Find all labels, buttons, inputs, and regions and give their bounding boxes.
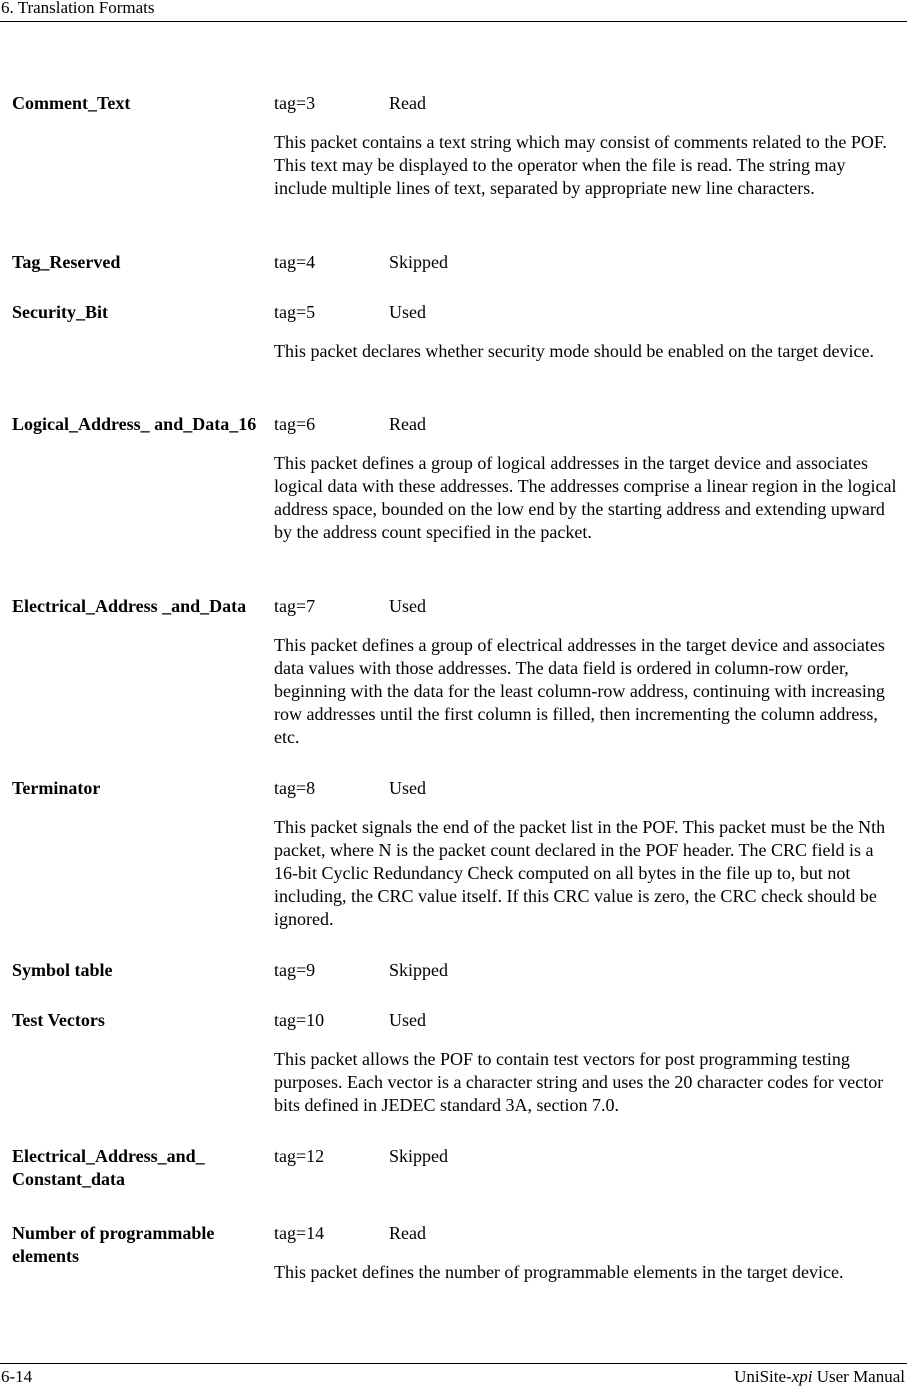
packet-name: Number of programmable elements bbox=[12, 1223, 215, 1266]
packet-tag: tag=12 bbox=[274, 1146, 325, 1166]
packet-name: Test Vectors bbox=[12, 1010, 105, 1030]
packet-status: Read bbox=[389, 1223, 426, 1243]
running-header: 6. Translation Formats bbox=[1, 0, 155, 17]
packet-tag: tag=14 bbox=[274, 1223, 325, 1243]
packet-name: Terminator bbox=[12, 778, 101, 798]
manual-title bbox=[734, 1367, 905, 1387]
packet-status: Read bbox=[389, 93, 426, 113]
manual-prefix: UniSite- bbox=[734, 1367, 792, 1386]
packet-tag: tag=9 bbox=[274, 960, 316, 980]
packet-tag: tag=3 bbox=[274, 93, 316, 113]
packet-name: Comment_Text bbox=[12, 93, 131, 113]
packet-status: Skipped bbox=[389, 252, 449, 272]
packet-name: Tag_Reserved bbox=[12, 252, 121, 272]
packet-status: Used bbox=[389, 596, 426, 616]
packet-description: This packet defines the number of programmable elements in the target device. bbox=[274, 1262, 844, 1282]
packet-status: Used bbox=[389, 302, 426, 322]
packet-description: This packet defines a group of logical addresses in the target device and associates logical data with these addresses. The addresses comprise a linear region in the logical address space, bounded on the low end by the starting address and extending upward by the address count specified in the packet. bbox=[274, 453, 897, 542]
page-number: 6-14 bbox=[1, 1367, 33, 1386]
packet-tag: tag=8 bbox=[274, 778, 316, 798]
packet-tag: tag=7 bbox=[274, 596, 316, 616]
manual-italic: xpi bbox=[791, 1367, 813, 1386]
packet-name: Electrical_Address _and_Data bbox=[12, 596, 247, 616]
packet-name: Logical_Address_ and_Data_16 bbox=[12, 414, 257, 434]
packet-status: Skipped bbox=[389, 1146, 449, 1166]
header-rule bbox=[0, 21, 907, 22]
packet-status: Used bbox=[389, 778, 426, 798]
packet-description: This packet contains a text string which may consist of comments related to the POF. This text may be displayed to the operator when the file is read. The string may include multiple lines of text, separated by appropriate new line characters. bbox=[274, 132, 887, 198]
packet-tag: tag=6 bbox=[274, 414, 316, 434]
packet-description: This packet declares whether security mode should be enabled on the target device. bbox=[274, 341, 874, 361]
packet-name: Symbol table bbox=[12, 960, 113, 980]
manual-suffix: User Manual bbox=[812, 1367, 905, 1386]
packet-tag: tag=10 bbox=[274, 1010, 325, 1030]
packet-name: Electrical_Address_and_ Constant_data bbox=[12, 1146, 205, 1189]
footer-rule bbox=[0, 1363, 907, 1364]
packet-description: This packet allows the POF to contain test vectors for post programming testing purposes. Each vector is a character string and uses the 20 character codes for vector bits defined in JEDEC standard 3A, section 7.0. bbox=[274, 1049, 884, 1115]
packet-name: Security_Bit bbox=[12, 302, 108, 322]
packet-status: Skipped bbox=[389, 960, 449, 980]
packet-description: This packet defines a group of electrical addresses in the target device and associates data values with those addresses. The data field is ordered in column-row order, beginning with the data for the least column-row address, continuing with increasing row addresses until the first column is filled, then incrementing the column address, etc. bbox=[274, 635, 885, 747]
packet-description: This packet signals the end of the packet list in the POF. This packet must be the Nth packet, where N is the packet count declared in the POF header. The CRC field is a 16-bit Cyclic Redundancy Check computed on all bytes in the file up to, but not including, the CRC value itself. If this CRC value is zero, the CRC check should be ignored. bbox=[274, 817, 886, 929]
packet-tag: tag=5 bbox=[274, 302, 316, 322]
packet-tag: tag=4 bbox=[274, 252, 316, 272]
packet-status: Read bbox=[389, 414, 426, 434]
packet-status: Used bbox=[389, 1010, 426, 1030]
